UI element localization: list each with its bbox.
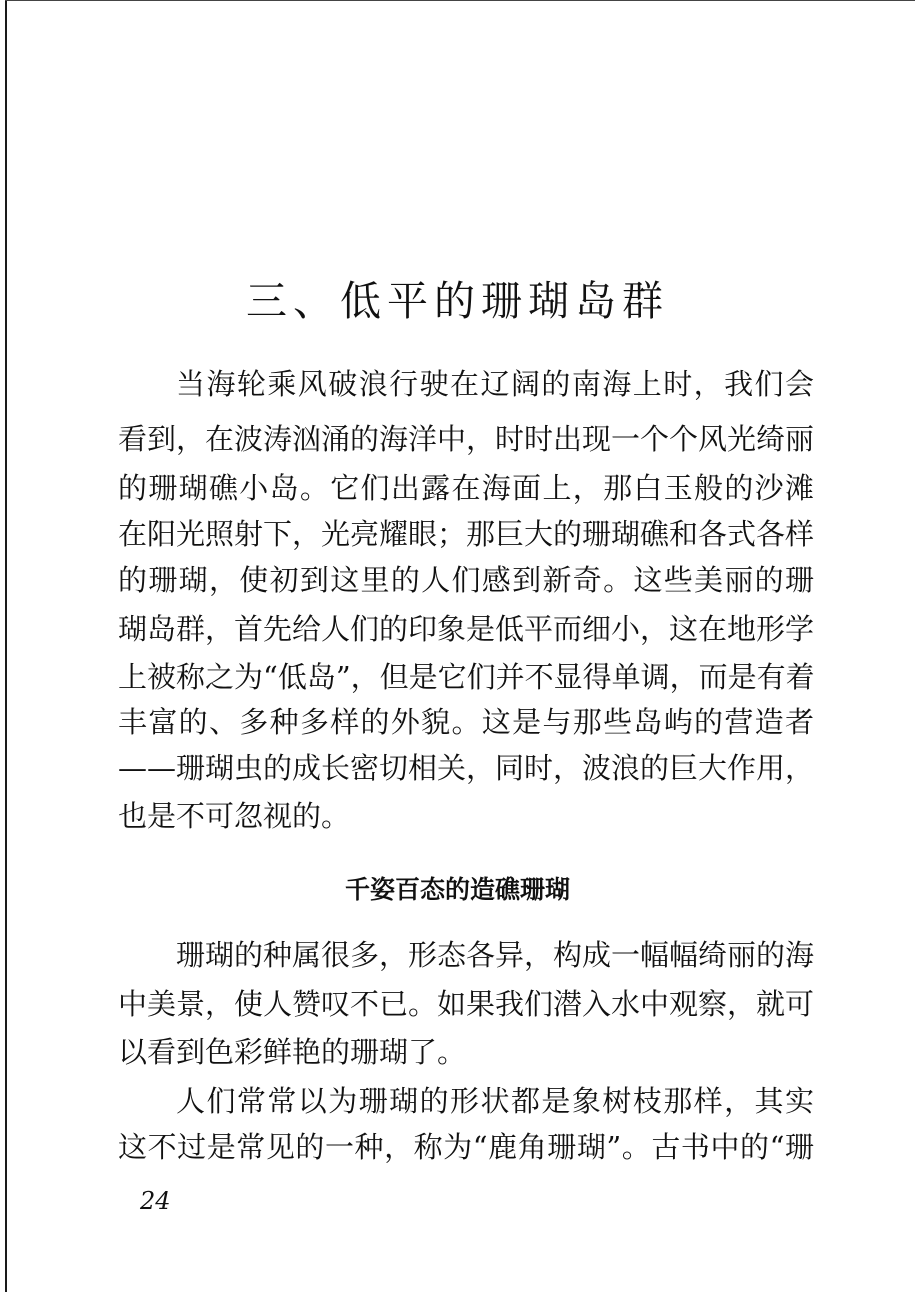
chapter-title: 三、低平的珊瑚岛群	[246, 277, 669, 325]
paragraph-1-line: 的珊瑚礁小岛。它们出露在海面上，那白玉般的沙滩	[118, 471, 814, 505]
paragraph-1-line: ——珊瑚虫的成长密切相关，同时，波浪的巨大作用，	[118, 751, 815, 785]
paragraph-1-line: 瑚岛群，首先给人们的印象是低平而细小，这在地形学	[118, 612, 815, 646]
paragraph-3-line: 这不过是常见的一种，称为“鹿角珊瑚”。古书中的“珊	[118, 1130, 814, 1164]
paragraph-1-line: 在阳光照射下，光亮耀眼；那巨大的珊瑚礁和各式各样	[118, 517, 815, 551]
paragraph-2-line: 珊瑚的种属很多，形态各异，构成一幅幅绮丽的海	[176, 938, 815, 972]
paragraph-2-line: 中美景，使人赞叹不已。如果我们潜入水中观察，就可	[118, 987, 815, 1021]
paragraph-1-line: 丰富的、多种多样的外貌。这是与那些岛屿的营造者	[118, 705, 814, 739]
page-border-left	[5, 0, 7, 1292]
paragraph-2-line: 以看到色彩鲜艳的珊瑚了。	[118, 1035, 467, 1069]
page-number: 24	[140, 1187, 171, 1215]
paragraph-1-line: 当海轮乘风破浪行驶在辽阔的南海上时，我们会	[176, 367, 814, 401]
page-border-top	[5, 0, 915, 1]
paragraph-1-line: 也是不可忽视的。	[118, 799, 351, 833]
paragraph-1-line: 看到，在波涛汹涌的海洋中，时时出现一个个风光绮丽	[118, 422, 815, 456]
section-heading: 千姿百态的造礁珊瑚	[344, 875, 570, 904]
paragraph-1-line: 上被称之为“低岛”，但是它们并不显得单调，而是有着	[118, 660, 815, 694]
paragraph-1-line: 的珊瑚，使初到这里的人们感到新奇。这些美丽的珊	[118, 563, 814, 597]
paragraph-3-line: 人们常常以为珊瑚的形状都是象树枝那样，其实	[176, 1084, 814, 1118]
